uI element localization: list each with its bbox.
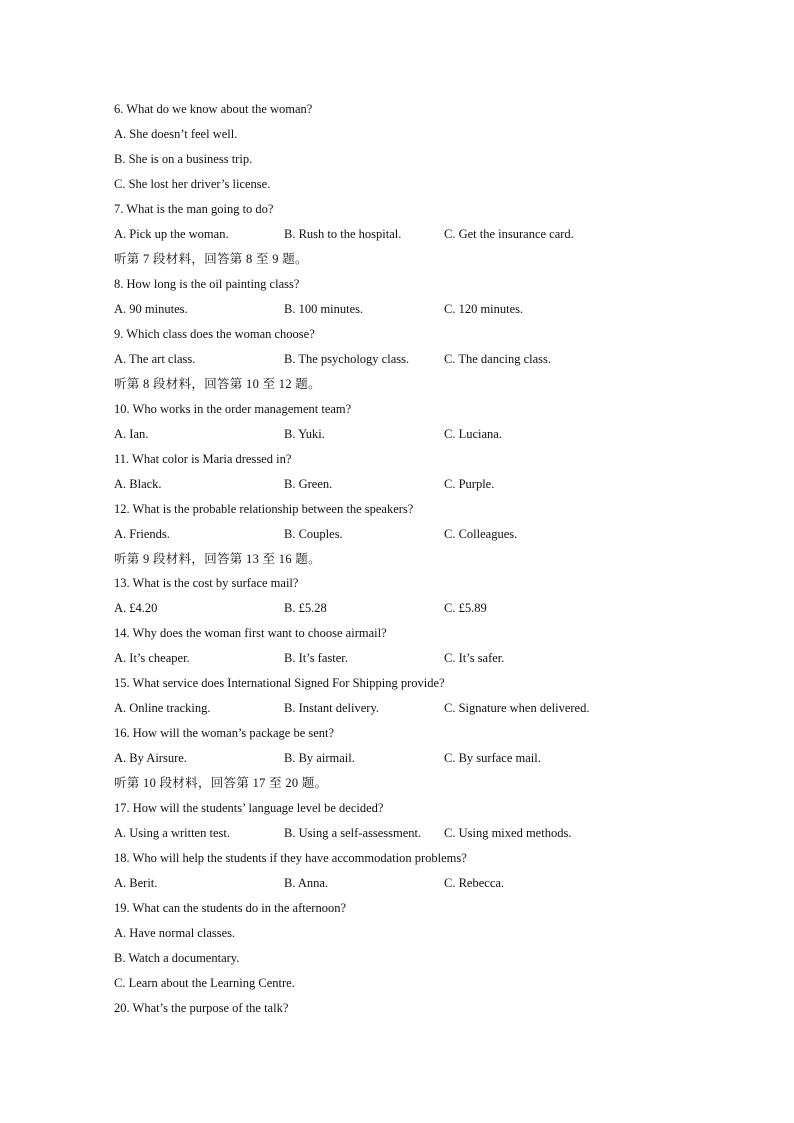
question-text: 14. Why does the woman first want to choose airmail? <box>114 626 387 641</box>
answer-option: C. Luciana. <box>444 426 502 441</box>
answer-option: B. Anna. <box>284 876 329 891</box>
answer-option: B. £5.28 <box>284 601 327 616</box>
answer-option: A. Online tracking. <box>114 701 211 716</box>
answer-option: B. Using a self-assessment. <box>284 826 422 841</box>
answer-option: B. Watch a documentary. <box>114 951 240 965</box>
question-text: 13. What is the cost by surface mail? <box>114 576 299 591</box>
question-text: 12. What is the probable relationship between the speakers? <box>114 501 414 516</box>
answer-option: B. By airmail. <box>284 751 355 766</box>
answer-option: A. Have normal classes. <box>114 926 236 940</box>
question-text: 15. What service does International Signed For Shipping provide? <box>114 676 445 691</box>
answer-option: C. Rebecca. <box>444 876 505 891</box>
question-text: 8. How long is the oil painting class? <box>114 276 300 291</box>
section-instruction: 听第 7 段材料，回答第 8 至 9 题。 <box>114 251 308 266</box>
answer-option: A. Black. <box>114 476 162 491</box>
answer-option: B. Rush to the hospital. <box>284 226 402 241</box>
answer-option: B. The psychology class. <box>284 351 410 366</box>
question-text: 6. What do we know about the woman? <box>114 102 313 116</box>
answer-option: C. Purple. <box>444 476 495 491</box>
question-text: 11. What color is Maria dressed in? <box>114 451 292 466</box>
section-instruction: 听第 9 段材料，回答第 13 至 16 题。 <box>114 551 321 566</box>
answer-option: C. Get the insurance card. <box>444 226 574 241</box>
question-text: 7. What is the man going to do? <box>114 201 274 216</box>
answer-option: A. Using a written test. <box>114 826 230 841</box>
question-text: 10. Who works in the order management team? <box>114 401 352 416</box>
answer-option: C. 120 minutes. <box>444 301 524 316</box>
answer-option: C. Learn about the Learning Centre. <box>114 975 295 990</box>
answer-option: A. 90 minutes. <box>114 301 188 316</box>
answer-option: C. Using mixed methods. <box>444 826 572 841</box>
answer-option: A. Pick up the woman. <box>114 226 229 241</box>
answer-option: B. Green. <box>284 476 333 491</box>
question-text: 20. What’s the purpose of the talk? <box>114 1000 289 1015</box>
answer-option: C. It’s safer. <box>444 651 505 666</box>
answer-option: B. It’s faster. <box>284 651 348 666</box>
answer-option: B. Instant delivery. <box>284 701 380 716</box>
answer-option: A. Berit. <box>114 876 158 891</box>
answer-option: A. The art class. <box>114 351 196 366</box>
question-text: 19. What can the students do in the afternoon? <box>114 901 346 915</box>
answer-option: A. £4.20 <box>114 601 158 616</box>
answer-option: C. The dancing class. <box>444 351 552 366</box>
answer-option: B. 100 minutes. <box>284 301 364 316</box>
question-text: 16. How will the woman’s package be sent? <box>114 726 335 741</box>
question-text: 18. Who will help the students if they have accommodation problems? <box>114 851 467 866</box>
answer-option: A. Ian. <box>114 426 149 441</box>
answer-option: A. She doesn’t feel well. <box>114 127 238 141</box>
question-text: 9. Which class does the woman choose? <box>114 326 315 341</box>
section-instruction: 听第 10 段材料，回答第 17 至 20 题。 <box>114 776 328 791</box>
answer-option: A. By Airsure. <box>114 751 187 766</box>
answer-option: B. Yuki. <box>284 426 325 441</box>
answer-option: C. Colleagues. <box>444 526 518 541</box>
answer-option: A. Friends. <box>114 526 170 541</box>
answer-option: C. Signature when delivered. <box>444 701 590 716</box>
section-instruction: 听第 8 段材料，回答第 10 至 12 题。 <box>114 376 321 391</box>
answer-option: B. Couples. <box>284 526 343 541</box>
answer-option: B. She is on a business trip. <box>114 151 253 166</box>
answer-option: A. It’s cheaper. <box>114 651 190 666</box>
answer-option: C. By surface mail. <box>444 751 541 766</box>
answer-option: C. She lost her driver’s license. <box>114 176 271 191</box>
question-text: 17. How will the students’ language level be decided? <box>114 801 384 816</box>
answer-option: C. £5.89 <box>444 601 487 616</box>
